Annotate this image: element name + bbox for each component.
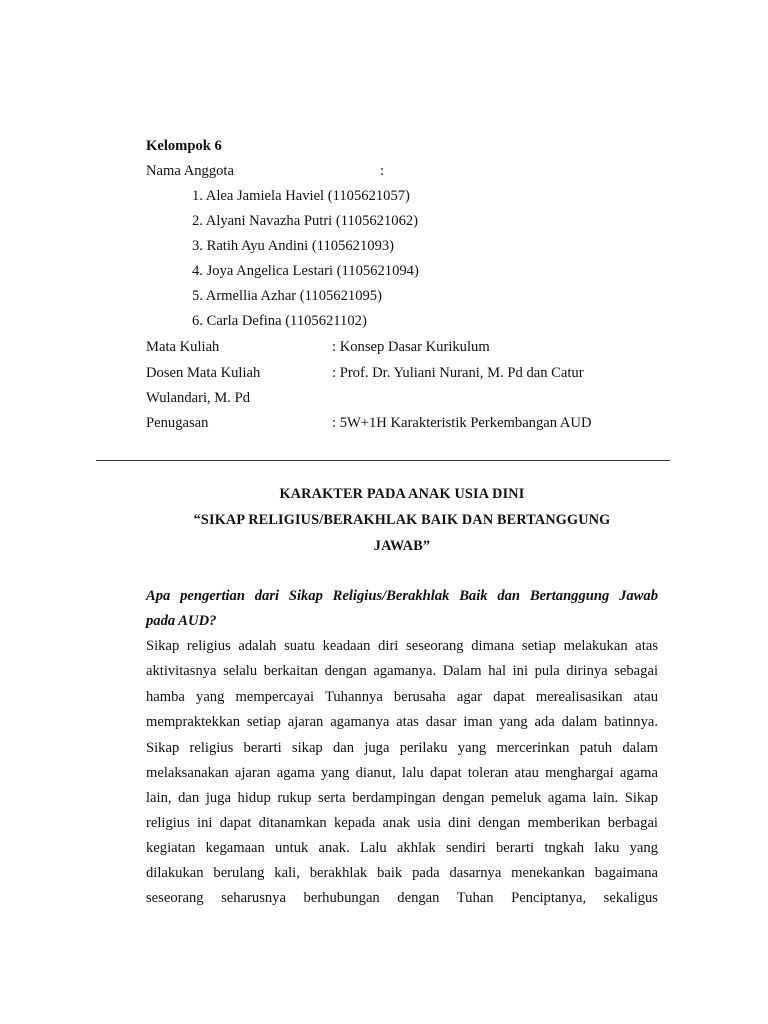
member-item: 2. Alyani Navazha Putri (1105621062) [192, 213, 419, 229]
course-value: : Konsep Dasar Kurikulum [332, 339, 490, 355]
member-item: 1. Alea Jamiela Haviel (1105621057) [192, 188, 410, 204]
body-line: kegiatan kegamaan untuk anak. Lalu akhlak sendiri berarti tngkah laku yang [146, 840, 658, 856]
body-line: Sikap religius adalah suatu keadaan diri seseorang dimana setiap melakukan atas [146, 638, 658, 654]
body-line: aktivitasnya selalu berkaitan dengan agamanya. Dalam hal ini pula dirinya sebagai [146, 663, 658, 679]
course-label: Mata Kuliah [146, 339, 220, 355]
member-item: 3. Ratih Ayu Andini (1105621093) [192, 238, 395, 254]
body-line: melaksanakan ajaran agama yang dianut, lalu dapat toleran atau menghargai agama [146, 765, 658, 781]
heading-subtitle: “SIKAP RELIGIUS/BERAKHLAK BAIK DAN BERTANGGUNG [193, 512, 611, 528]
members-label: Nama Anggota [146, 163, 234, 179]
body-line: lain, dan juga hidup rukup serta berdampingan dengan pemeluk agama lain. Sikap [146, 790, 658, 806]
question-heading: Apa pengertian dari Sikap Religius/Berakhlak Baik dan Bertanggung Jawab [146, 588, 658, 604]
assignment-value: : 5W+1H Karakteristik Perkembangan AUD [332, 415, 592, 431]
assignment-label: Penugasan [146, 415, 209, 431]
members-colon: : [380, 163, 385, 179]
group-title: Kelompok 6 [146, 138, 222, 154]
body-line: seseorang seharusnya berhubungan dengan Tuhan Penciptanya, sekaligus [146, 890, 658, 906]
horizontal-divider [96, 460, 670, 461]
lecturer-value: : Prof. Dr. Yuliani Nurani, M. Pd dan Catur [332, 365, 584, 381]
lecturer-label: Dosen Mata Kuliah [146, 365, 261, 381]
body-line: religius ini dapat ditanamkan kepada anak usia dini dengan memberikan berbagai [146, 815, 658, 831]
lecturer-continued: Wulandari, M. Pd [146, 390, 250, 406]
member-item: 4. Joya Angelica Lestari (1105621094) [192, 263, 419, 279]
body-line: Sikap religius berarti sikap dan juga perilaku yang mercerinkan patuh dalam [146, 740, 658, 756]
body-line: hamba yang mempercayai Tuhannya berusaha agar dapat merealisasikan atau [146, 689, 658, 705]
member-item: 6. Carla Defina (1105621102) [192, 313, 367, 329]
body-line: mempraktekkan setiap ajaran agamanya atas dasar iman yang ada dalam batinnya. [146, 714, 658, 730]
heading-subtitle-continued: JAWAB” [373, 538, 431, 554]
heading-title: KARAKTER PADA ANAK USIA DINI [279, 486, 525, 502]
body-line: dilakukan berulang kali, berakhlak baik pada dasarnya menekankan bagaimana [146, 865, 658, 881]
question-heading-continued: pada AUD? [146, 613, 217, 629]
member-item: 5. Armellia Azhar (1105621095) [192, 288, 382, 304]
